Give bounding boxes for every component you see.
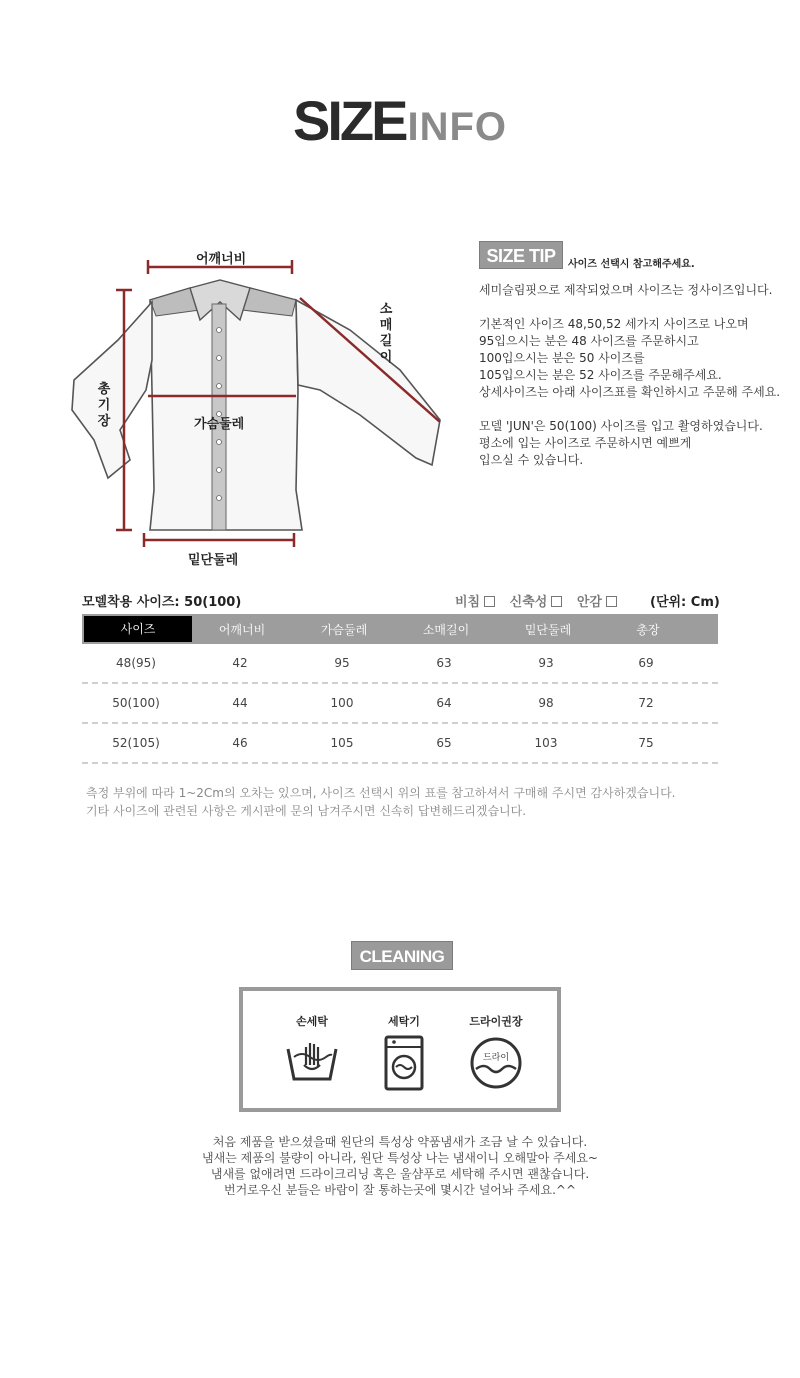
- cleaning-line: 처음 제품을 받으셨을때 원단의 특성상 약품냄새가 조금 날 수 있습니다.: [212, 1135, 588, 1149]
- care-machine: [359, 1013, 449, 1093]
- label-hem: 밑단둘레: [188, 553, 239, 568]
- hand-wash-icon: [282, 1035, 342, 1085]
- shirt-diagram: [60, 240, 480, 580]
- header-size: 사이즈: [84, 616, 192, 642]
- tip-line: 모델 'JUN'은 50(100) 사이즈를 입고 촬영하였습니다.: [479, 419, 763, 433]
- cleaning-box: [239, 987, 561, 1112]
- shirt-illustration: [60, 240, 480, 580]
- care-hand-wash: [267, 1013, 357, 1085]
- fabric-properties: [455, 591, 627, 610]
- tip-line: 기본적인 사이즈 48,50,52 세가지 사이즈로 나오며: [479, 317, 749, 331]
- table-cell: 69: [638, 656, 654, 670]
- table-cell: 64: [436, 696, 452, 710]
- table-cell: 93: [538, 656, 554, 670]
- tip-line: 상세사이즈는 아래 사이즈표를 확인하시고 주문해 주세요.: [479, 385, 781, 399]
- size-table: [82, 614, 718, 764]
- unit-label: (단위: Cm): [650, 595, 720, 610]
- machine-label: 세탁기: [388, 1015, 420, 1028]
- cleaning-line: 냄새는 제품의 불량이 아니라, 원단 특성상 나는 냄새이니 오해말아 주세요~: [202, 1151, 598, 1165]
- table-cell: 42: [232, 656, 248, 670]
- cleaning-badge: CLEANING: [351, 941, 453, 970]
- size-tip-badge: SIZE TIP: [479, 241, 563, 269]
- dry-symbol-text: 드라이: [482, 1053, 510, 1063]
- header-shoulder: 어깨너비: [218, 622, 266, 637]
- see-through-checkbox: [484, 596, 495, 607]
- cleaning-line: 냄새를 없애려면 드라이크리닝 혹은 울샴푸로 세탁해 주시면 괜찮습니다.: [210, 1167, 590, 1181]
- table-cell: 98: [538, 696, 554, 710]
- tip-line: 100입으시는 분은 50 사이즈를: [479, 351, 645, 365]
- size-notes: [86, 784, 675, 820]
- note-line: 기타 사이즈에 관련된 사항은 게시판에 문의 남겨주시면 신속히 답변해드리겠습니다.: [86, 804, 527, 818]
- care-dry-clean: [451, 1013, 541, 1091]
- label-sleeve: 소매길이: [379, 302, 393, 365]
- tip-line: 95입으시는 분은 48 사이즈를 주문하시고: [479, 334, 699, 348]
- table-cell: 44: [232, 696, 248, 710]
- page-title: [0, 88, 800, 153]
- hand-wash-label: 손세탁: [296, 1015, 328, 1028]
- tip-line: 105입으시는 분은 52 사이즈를 주문해주세요.: [479, 368, 722, 382]
- prop-stretch: 신축성: [510, 595, 563, 610]
- model-size: 모델착용 사이즈: 50(100): [82, 595, 242, 610]
- table-cell: 46: [232, 736, 248, 750]
- header-hem: 밑단둘레: [524, 622, 572, 637]
- table-cell: 100: [330, 696, 354, 710]
- washing-machine-icon: [374, 1035, 434, 1093]
- table-cell: 72: [638, 696, 654, 710]
- table-cell: 105: [330, 736, 354, 750]
- table-row: [82, 684, 718, 724]
- table-cell: 95: [334, 656, 350, 670]
- label-shoulder: 어깨너비: [196, 252, 247, 267]
- label-chest: 가슴둘레: [194, 417, 245, 432]
- stretch-checkbox: [551, 596, 562, 607]
- table-cell: 50(100): [112, 696, 160, 710]
- table-cell: 75: [638, 736, 654, 750]
- header-chest: 가슴둘레: [320, 622, 368, 637]
- tip-line: 입으실 수 있습니다.: [479, 453, 584, 467]
- cleaning-line: 번거로우신 분들은 바람이 잘 통하는곳에 몇시간 널어놔 주세요.^^: [223, 1183, 577, 1197]
- size-tip-text: [479, 282, 799, 469]
- prop-see-through: 비침: [455, 595, 495, 610]
- title-info: INFO: [407, 105, 507, 149]
- table-cell: 103: [534, 736, 558, 750]
- tip-line: 평소에 입는 사이즈로 주문하시면 예쁘게: [479, 436, 692, 450]
- table-cell: 52(105): [112, 736, 160, 750]
- lining-checkbox: [606, 596, 617, 607]
- dry-clean-icon: [466, 1035, 526, 1091]
- table-cell: 65: [436, 736, 452, 750]
- table-row: [82, 644, 718, 684]
- table-header: [82, 614, 718, 644]
- title-size: SIZE: [292, 89, 406, 152]
- table-row: [82, 724, 718, 764]
- label-total-length: 총기장: [97, 382, 111, 429]
- dry-clean-label: 드라이권장: [469, 1015, 523, 1028]
- table-cell: 63: [436, 656, 452, 670]
- tip-line: 세미슬림핏으로 제작되었으며 사이즈는 정사이즈입니다.: [479, 283, 773, 297]
- cleaning-text: [0, 1134, 800, 1198]
- header-sleeve: 소매길이: [422, 622, 470, 637]
- size-tip-caption: 사이즈 선택시 참고해주세요.: [568, 259, 695, 270]
- header-length: 총장: [636, 622, 660, 637]
- prop-lining: 안감: [577, 595, 617, 610]
- table-cell: 48(95): [116, 656, 156, 670]
- note-line: 측정 부위에 따라 1~2Cm의 오차는 있으며, 사이즈 선택시 위의 표를 참고하셔서 구매해 주시면 감사하겠습니다.: [86, 786, 676, 800]
